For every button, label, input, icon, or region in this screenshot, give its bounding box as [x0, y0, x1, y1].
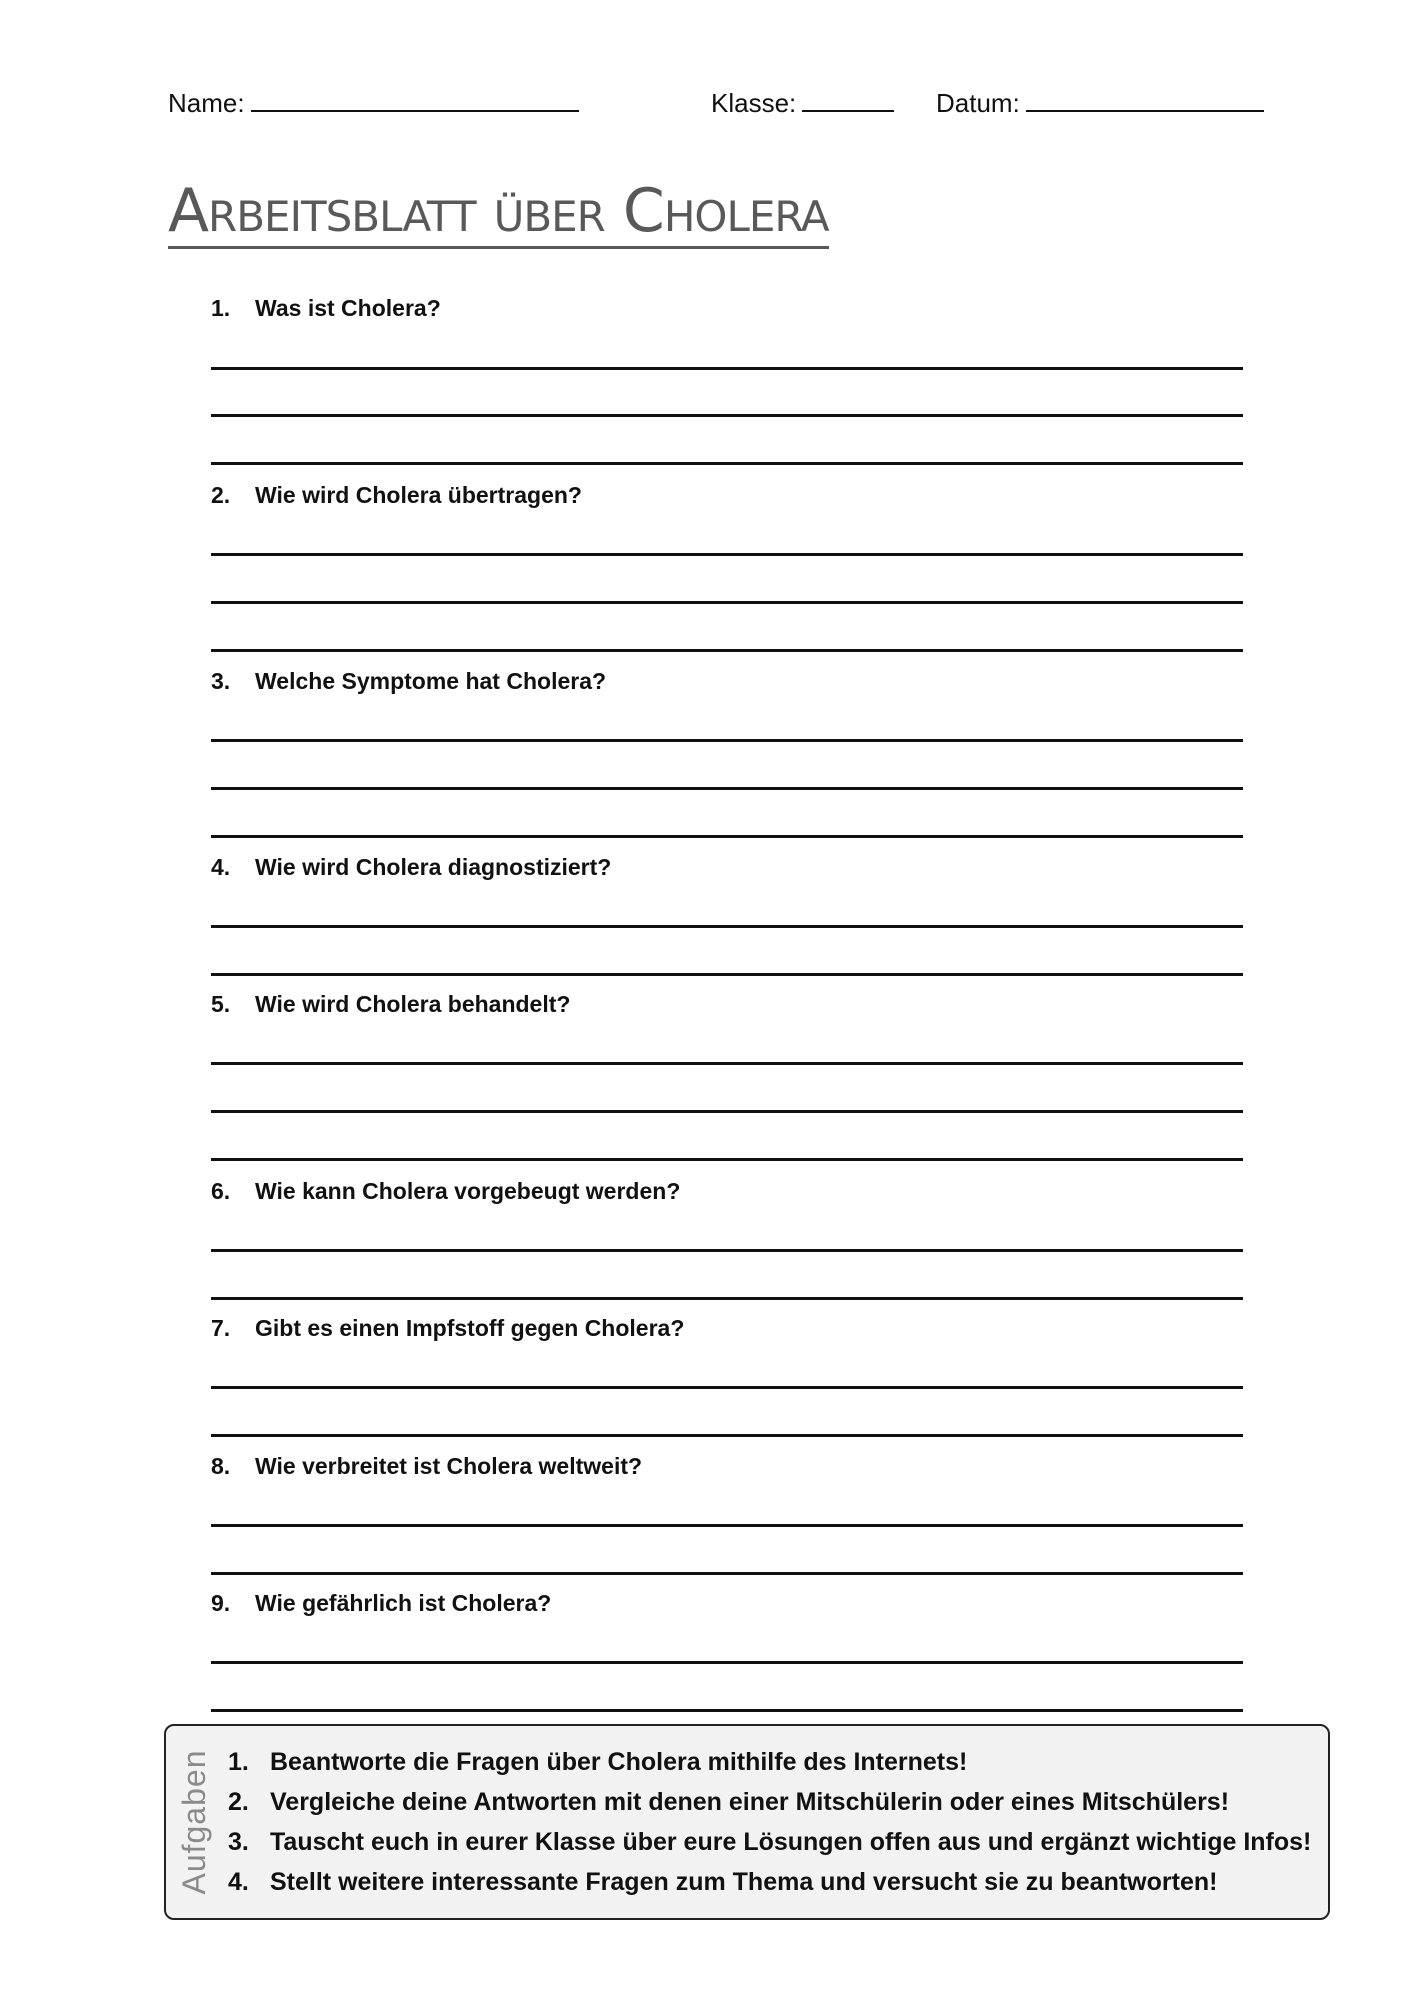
answer-line[interactable] — [211, 649, 1243, 652]
answer-line[interactable] — [211, 1661, 1243, 1664]
task-text: Tauscht euch in eurer Klasse über eure Lösungen offen aus und ergänzt wichtige Infos! — [270, 1828, 1312, 1856]
answer-line[interactable] — [211, 1572, 1243, 1575]
question-8 — [211, 1452, 642, 1480]
task-item-2 — [228, 1787, 1229, 1817]
name-blank[interactable] — [251, 86, 579, 112]
answer-line[interactable] — [211, 1434, 1243, 1437]
question-5 — [211, 990, 570, 1018]
question-9 — [211, 1589, 551, 1617]
question-text: Wie wird Cholera behandelt? — [255, 991, 571, 1017]
date-field[interactable] — [936, 86, 1264, 118]
question-4 — [211, 853, 611, 881]
class-field[interactable] — [711, 86, 894, 118]
answer-line[interactable] — [211, 1158, 1243, 1161]
question-text: Welche Symptome hat Cholera? — [255, 668, 607, 694]
answer-line[interactable] — [211, 973, 1243, 976]
answer-line[interactable] — [211, 1110, 1243, 1113]
answer-line[interactable] — [211, 601, 1243, 604]
name-field[interactable] — [168, 86, 579, 118]
question-number: 7. — [211, 1315, 231, 1341]
question-text: Wie wird Cholera übertragen? — [255, 482, 582, 508]
answer-line[interactable] — [211, 1297, 1243, 1300]
question-number: 3. — [211, 668, 231, 694]
answer-line[interactable] — [211, 1524, 1243, 1527]
task-item-4 — [228, 1867, 1217, 1897]
answer-line[interactable] — [211, 1386, 1243, 1389]
question-text: Wie wird Cholera diagnostiziert? — [255, 854, 612, 880]
question-number: 9. — [211, 1590, 231, 1616]
question-text: Gibt es einen Impfstoff gegen Cholera? — [255, 1315, 685, 1341]
question-3 — [211, 667, 606, 695]
task-text: Stellt weitere interessante Fragen zum Thema und versucht sie zu beantworten! — [270, 1868, 1218, 1896]
answer-line[interactable] — [211, 739, 1243, 742]
class-blank[interactable] — [802, 86, 894, 112]
tasks-box-label: Aufgaben — [176, 1749, 212, 1895]
class-label: Klasse: — [711, 88, 797, 118]
answer-line[interactable] — [211, 1062, 1243, 1065]
question-2 — [211, 481, 582, 509]
task-text: Vergleiche deine Antworten mit denen einer Mitschülerin oder eines Mitschülers! — [270, 1788, 1230, 1816]
question-text: Wie kann Cholera vorgebeugt werden? — [255, 1178, 681, 1204]
question-text: Wie verbreitet ist Cholera weltweit? — [255, 1453, 643, 1479]
answer-line[interactable] — [211, 462, 1243, 465]
question-number: 4. — [211, 854, 231, 880]
question-number: 6. — [211, 1178, 231, 1204]
answer-line[interactable] — [211, 1709, 1243, 1712]
answer-line[interactable] — [211, 787, 1243, 790]
answer-line[interactable] — [211, 553, 1243, 556]
answer-line[interactable] — [211, 925, 1243, 928]
question-7 — [211, 1314, 684, 1342]
question-number: 1. — [211, 295, 231, 321]
name-label: Name: — [168, 88, 245, 118]
answer-line[interactable] — [211, 367, 1243, 370]
question-6 — [211, 1177, 680, 1205]
question-text: Was ist Cholera? — [255, 295, 441, 321]
task-number: 1. — [228, 1748, 249, 1776]
question-text: Wie gefährlich ist Cholera? — [255, 1590, 552, 1616]
page-title: Arbeitsblatt über Cholera — [168, 178, 829, 249]
question-1 — [211, 294, 441, 322]
answer-line[interactable] — [211, 1249, 1243, 1252]
task-number: 3. — [228, 1828, 249, 1856]
answer-line[interactable] — [211, 414, 1243, 417]
task-number: 2. — [228, 1788, 249, 1816]
question-number: 2. — [211, 482, 231, 508]
date-label: Datum: — [936, 88, 1020, 118]
question-number: 8. — [211, 1453, 231, 1479]
task-number: 4. — [228, 1868, 249, 1896]
answer-line[interactable] — [211, 835, 1243, 838]
task-item-3 — [228, 1827, 1311, 1857]
question-number: 5. — [211, 991, 231, 1017]
date-blank[interactable] — [1026, 86, 1264, 112]
task-item-1 — [228, 1747, 967, 1777]
task-text: Beantworte die Fragen über Cholera mithilfe des Internets! — [270, 1748, 968, 1776]
